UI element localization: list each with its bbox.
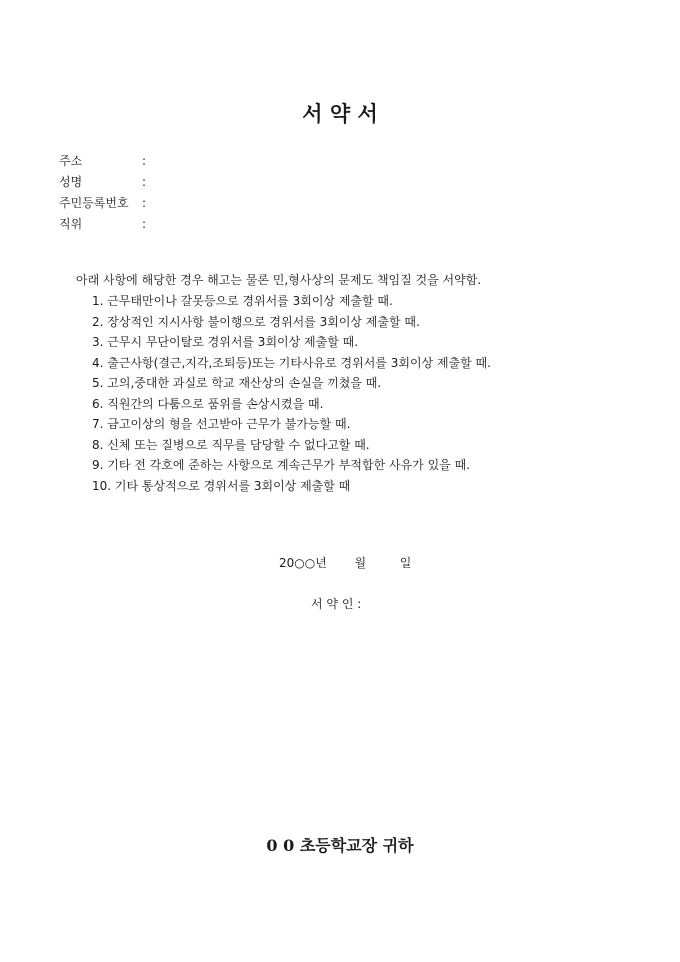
field-name (59, 172, 146, 193)
field-resident-number (59, 193, 146, 214)
field-address (59, 151, 146, 172)
field-label-address: 주소 (59, 154, 83, 168)
field-position (59, 214, 146, 235)
signer-label: 서 약 인 : (311, 597, 362, 611)
date-line (279, 554, 411, 571)
field-label-position: 직위 (59, 217, 83, 231)
field-label-name: 성명 (59, 175, 83, 189)
list-item: 6. 직원간의 다툼으로 품위를 손상시켰을 때. (92, 396, 324, 411)
list-item: 10. 기타 통상적으로 경위서를 3회이상 제출할 때 (92, 478, 351, 493)
field-colon: : (142, 217, 147, 231)
date-month: 월 (354, 556, 367, 570)
pledge-items-list (92, 291, 491, 496)
recipient-line: 0 0 초등학교장 귀하 (266, 836, 414, 855)
list-item: 5. 고의,중대한 과실로 학교 재산상의 손실을 끼쳤을 때. (92, 376, 382, 390)
date-day: 일 (399, 556, 412, 570)
list-item: 1. 근무태만이나 갈못등으로 경위서를 3회이상 제출할 때. (92, 294, 393, 308)
field-colon: : (142, 175, 147, 189)
date-year: 20○○년 (279, 556, 327, 570)
list-item: 3. 근무시 무단이탈로 경위서를 3회이상 제출할 때. (92, 335, 359, 349)
list-item: 2. 장상적인 지시사항 불이행으로 경위서를 3회이상 제출할 때. (92, 314, 420, 329)
document-title: 서 약 서 (302, 101, 378, 126)
field-label-resident-number: 주민등록번호 (59, 196, 129, 210)
list-item: 7. 금고이상의 형을 선고받아 근무가 불가능할 때. (92, 417, 351, 431)
list-item: 4. 출근사항(결근,지각,조퇴등)또는 기타사유로 경위서를 3회이상 제출할 때. (92, 355, 491, 370)
field-colon: : (142, 154, 147, 168)
list-item: 9. 기타 전 각호에 준하는 사항으로 계속근무가 부적합한 사유가 있을 때. (92, 458, 470, 472)
personal-info-fields (59, 151, 146, 235)
pledge-intro: 아래 사항에 해당한 경우 해고는 물론 민,형사상의 문제도 책임질 것을 서약함. (76, 273, 482, 287)
list-item: 8. 신체 또는 질병으로 직무를 담당할 수 없다고할 때. (92, 437, 370, 452)
field-colon: : (142, 196, 147, 210)
